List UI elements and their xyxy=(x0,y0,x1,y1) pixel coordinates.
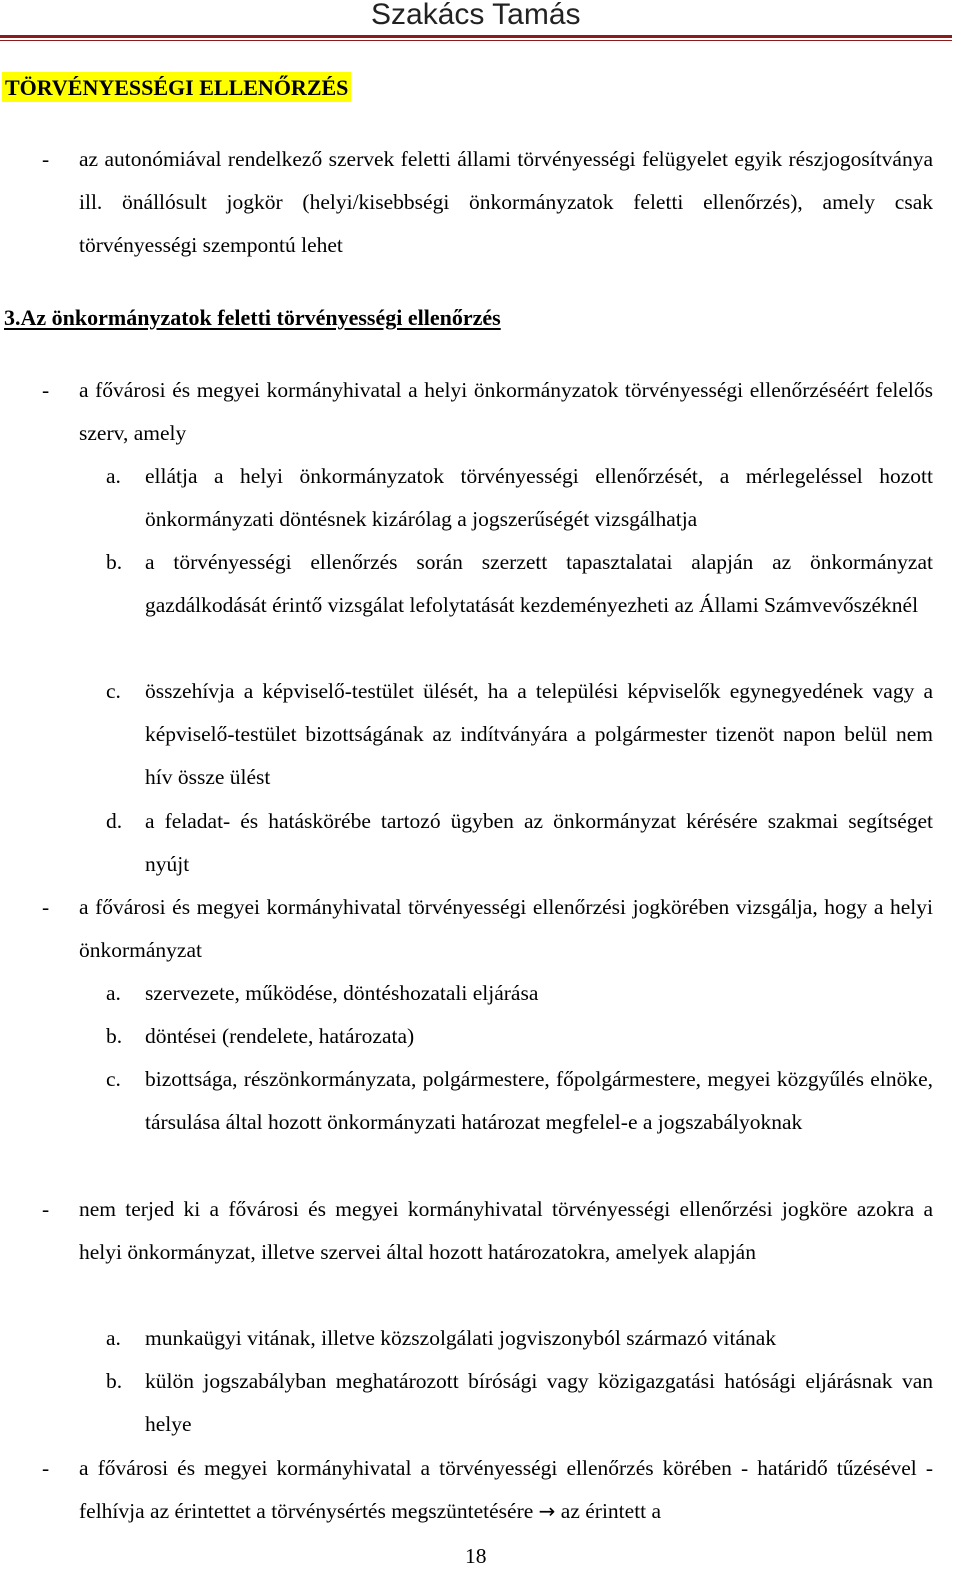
list-item xyxy=(79,1447,933,1533)
sub-label: b. xyxy=(106,1024,123,1048)
sub-item: külön jogszabályban meghatározott bírósági vagy közigazgatási hatósági eljárásnak van helye xyxy=(145,1369,933,1437)
list-item: a fővárosi és megyei kormányhivatal a helyi önkormányzatok törvényességi ellenőrzéséért felelős szerv, amely xyxy=(79,378,933,446)
list-marker: - xyxy=(42,895,50,919)
sub-item: munkaügyi vitának, illetve közszolgálati jogviszonyból származó vitának xyxy=(145,1326,777,1350)
sub-label: b. xyxy=(106,1369,123,1393)
list-marker: - xyxy=(42,378,50,402)
sub-label: a. xyxy=(106,464,121,488)
sub-label: d. xyxy=(106,809,123,833)
sub-item: összehívja a képviselő-testület ülését, ha a települési képviselők egynegyedének vagy a képviselő-testület bizottságának az indítványára a polgármester tizenöt napon belül nem hív össze ülést xyxy=(145,679,933,790)
list-marker: - xyxy=(42,147,50,171)
arrow-right-icon: → xyxy=(538,1499,556,1524)
sub-label: c. xyxy=(106,679,121,703)
list-item: a fővárosi és megyei kormányhivatal törvényességi ellenőrzési jogkörében vizsgálja, hogy a helyi önkormányzat xyxy=(79,895,933,963)
section-heading: 3.Az önkormányzatok feletti törvényességi ellenőrzés xyxy=(4,305,501,330)
sub-label: b. xyxy=(106,550,123,574)
page-number: 18 xyxy=(465,1544,487,1568)
intro-text: az autonómiával rendelkező szervek feletti állami törvényességi felügyelet egyik részjogosítványa ill. önállósult jogkör (helyi/kisebbségi önkormányzatok feletti ellenőrzés), amely csak törvényességi szempontú lehet xyxy=(79,147,933,258)
sub-label: c. xyxy=(106,1067,121,1091)
header-rule xyxy=(0,35,952,38)
sub-item: a feladat- és hatáskörébe tartozó ügyben az önkormányzat kérésére szakmai segítséget nyújt xyxy=(145,809,933,877)
header-rule-thin xyxy=(0,40,952,41)
list-item: nem terjed ki a fővárosi és megyei kormányhivatal törvényességi ellenőrzési jogköre azokra a helyi önkormányzat, illetve szervei által hozott határozatokra, amelyek alapján xyxy=(79,1197,933,1265)
sub-item: szervezete, működése, döntéshozatali eljárása xyxy=(145,981,539,1005)
sub-item: ellátja a helyi önkormányzatok törvényességi ellenőrzését, a mérlegeléssel hozott önkormányzati döntésnek kizárólag a jogszerűségét vizsgálhatja xyxy=(145,464,933,532)
sub-item: a törvényességi ellenőrzés során szerzett tapasztalatai alapján az önkormányzat gazdálkodását érintő vizsgálat lefolytatását kezdeményezheti az Állami Számvevőszéknél xyxy=(145,550,933,618)
header-author: Szakács Tamás xyxy=(371,0,581,31)
list-item-text-continued: az érintett a xyxy=(560,1499,662,1524)
sub-item: döntései (rendelete, határozata) xyxy=(145,1024,415,1048)
list-marker: - xyxy=(42,1197,50,1221)
sub-label: a. xyxy=(106,981,121,1005)
sub-label: a. xyxy=(106,1326,121,1350)
document-title: TÖRVÉNYESSÉGI ELLENŐRZÉS xyxy=(2,72,351,102)
list-item-text: a fővárosi és megyei kormányhivatal a törvényességi ellenőrzés körében - határidő tűzésével - felhívja az érintettet a törvénysértés megszüntetésére xyxy=(79,1456,933,1524)
sub-item: bizottsága, részönkormányzata, polgármestere, főpolgármestere, megyei közgyűlés elnöke, társulása által hozott önkormányzati határozat megfelel-e a jogszabályoknak xyxy=(145,1067,933,1135)
list-marker: - xyxy=(42,1456,50,1480)
